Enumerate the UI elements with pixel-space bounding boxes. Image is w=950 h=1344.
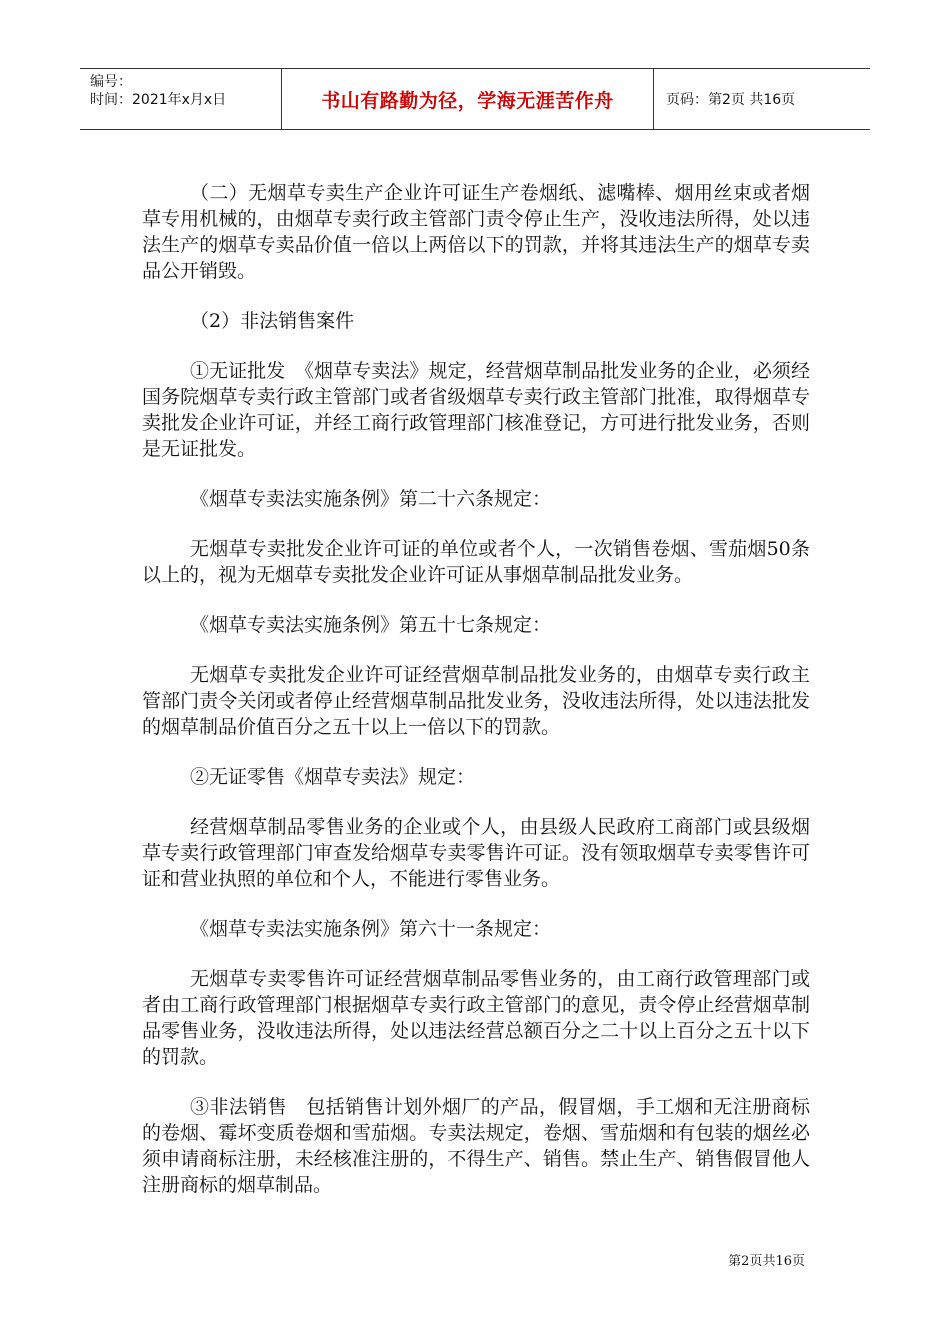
- paragraph: ②无证零售《烟草专卖法》规定：: [190, 766, 476, 788]
- number-label: 编号：: [90, 74, 132, 90]
- paragraph: 无烟草专卖批发企业许可证的单位或者个人，一次销售卷烟、雪茄烟50条以上的，视为无烟草专卖批发企业许可证从事烟草制品批发业务。: [142, 538, 810, 586]
- page-header: [80, 68, 870, 130]
- header-meta: [80, 69, 282, 129]
- paragraph: 经营烟草制品零售业务的企业或个人，由县级人民政府工商部门或县级烟草专卖行政管理部门审查发给烟草专卖零售许可证。没有领取烟草专卖零售许可证和营业执照的单位和个人，不能进行零售业务。: [142, 816, 810, 890]
- header-page-label: 页码：第2页 共16页: [666, 92, 796, 108]
- page-footer: 第2页共16页: [728, 1254, 805, 1269]
- paragraph: 无烟草专卖零售许可证经营烟草制品零售业务的，由工商行政管理部门或者由工商行政管理部门根据烟草专卖行政主管部门的意见，责令停止经营烟草制品零售业务，没收违法所得，处以违法经营总额百分之二十以上百分之五十以下的罚款。: [142, 968, 810, 1068]
- paragraph: 无烟草专卖批发企业许可证经营烟草制品批发业务的，由烟草专卖行政主管部门责令关闭或者停止经营烟草制品批发业务，没收违法所得，处以违法批发的烟草制品价值百分之五十以上一倍以下的罚款。: [142, 664, 810, 738]
- time-label: 时间：2021年x月x日: [90, 92, 227, 108]
- regulation-citation: 《烟草专卖法实施条例》第五十七条规定：: [190, 614, 552, 636]
- header-motto: 书山有路勤为径，学海无涯苦作舟: [282, 69, 654, 129]
- paragraph: ①无证批发 《烟草专卖法》规定，经营烟草制品批发业务的企业，必须经国务院烟草专卖行政主管部门或者省级烟草专卖行政主管部门批准，取得烟草专卖批发企业许可证，并经工商行政管理部门核准登记，方可进行批发业务，否则是无证批发。: [142, 360, 810, 460]
- regulation-citation: 《烟草专卖法实施条例》第六十一条规定：: [190, 918, 552, 940]
- paragraph: ③非法销售 包括销售计划外烟厂的产品，假冒烟，手工烟和无注册商标的卷烟、霉坏变质卷烟和雪茄烟。专卖法规定，卷烟、雪茄烟和有包装的烟丝必须申请商标注册，未经核准注册的，不得生产、销售。禁止生产、销售假冒他人注册商标的烟草制品。: [142, 1096, 810, 1196]
- document-body: [142, 180, 810, 1222]
- section-heading: （2）非法销售案件: [190, 310, 355, 332]
- regulation-citation: 《烟草专卖法实施条例》第二十六条规定：: [190, 488, 552, 510]
- paragraph: （二）无烟草专卖生产企业许可证生产卷烟纸、滤嘴棒、烟用丝束或者烟草专用机械的，由烟草专卖行政主管部门责令停止生产，没收违法所得，处以违法生产的烟草专卖品价值一倍以上两倍以下的罚款，并将其违法生产的烟草专卖品公开销毁。: [142, 182, 810, 282]
